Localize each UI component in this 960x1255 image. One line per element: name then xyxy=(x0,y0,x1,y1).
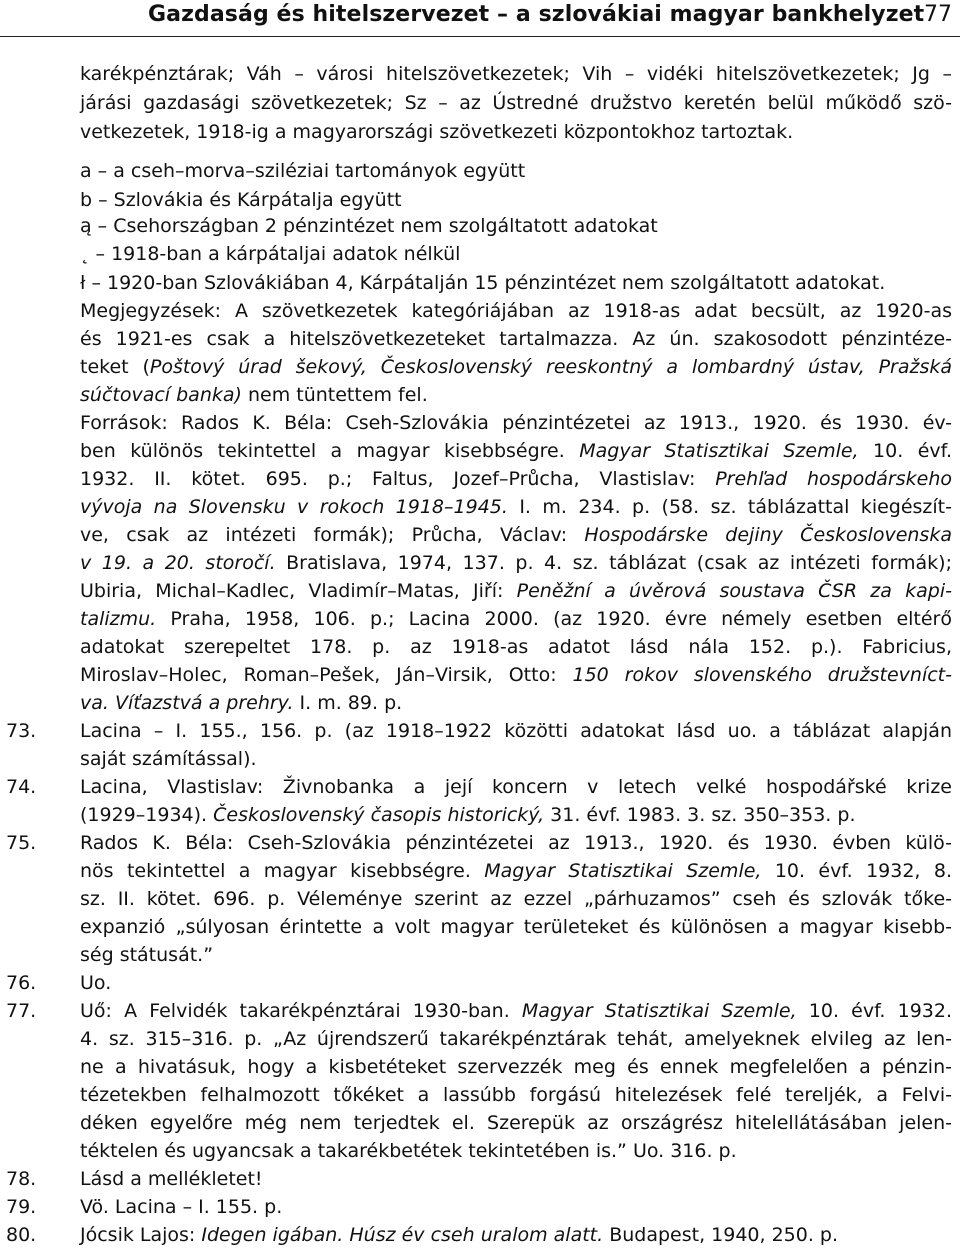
footnote-line: déken egyelőre még nem terjedtek el. Szerepük az országrész hitelellátásában jelen- xyxy=(80,1112,952,1134)
note-line: Miroslav–Holec, Roman–Pešek, Ján–Virsik, Otto: 150 rokov slovenského družstevníct- xyxy=(80,664,952,686)
note-line: és 1921-es csak a hitelszövetkezeteket tartalmazza. Az ún. szakosodott pénzintéze- xyxy=(80,328,952,350)
footnote-number: 73. xyxy=(6,720,37,742)
footnote-line: expanzió „súlyosan érintette a volt magyar területeket és különösen a magyar kisebb- xyxy=(80,916,952,938)
footnote-line: sz. II. kötet. 696. p. Véleménye szerint az ezzel „párhuzamos” cseh és szlovák tőke- xyxy=(80,888,952,910)
footnote-line: Vö. Lacina – I. 155. p. xyxy=(80,1196,283,1218)
note-line: ben különös tekintettel a magyar kisebbségre. Magyar Statisztikai Szemle, 10. évf. xyxy=(80,440,952,462)
running-header xyxy=(0,0,960,38)
footnote-line: saját számítással). xyxy=(80,748,257,770)
footnote-line: ne a hivatásuk, hogy a kisbetéteket szervezzék meg és ennek megfelelően a pénzin- xyxy=(80,1056,952,1078)
footnote-line: Lacina – I. 155., 156. p. (az 1918–1922 közötti adatokat lásd uo. a táblázat alapján xyxy=(80,720,952,742)
footnote-line: tézetekben felhalmozott tőkéket a lassúbb forgású hitelezések felé tereljék, a Felvi- xyxy=(80,1084,952,1106)
note-line: Források: Rados K. Béla: Cseh-Szlovákia pénzintézetei az 1913., 1920. és 1930. év- xyxy=(80,412,952,434)
note-line: va. Víťazstvá a prehry. I. m. 89. p. xyxy=(80,692,403,714)
note-line: b – Szlovákia és Kárpátalja együtt xyxy=(80,189,402,211)
footnote-line: ség státusát.” xyxy=(80,944,214,966)
footnote-number: 79. xyxy=(6,1196,37,1218)
footnote-line: nös tekintettel a magyar kisebbségre. Magyar Statisztikai Szemle, 10. évf. 1932, 8. xyxy=(80,860,952,882)
running-title: Gazdaság és hitelszervezet – a szlovákiai magyar bankhelyzet xyxy=(148,2,925,27)
note-line: ve, csak az intézeti formák); Průcha, Václav: Hospodárske dejiny Československa xyxy=(80,524,952,546)
note-line: v 19. a 20. storočí. Bratislava, 1974, 137. p. 4. sz. táblázat (csak az intézeti formák); xyxy=(80,552,952,574)
header-divider xyxy=(0,36,960,37)
footnote-number: 78. xyxy=(6,1168,37,1190)
footnote-line: Jócsik Lajos: Idegen igában. Húsz év cseh uralom alatt. Budapest, 1940, 250. p. xyxy=(80,1224,839,1246)
note-line: adatokat szerepeltet 178. p. az 1918-as adatot lásd nála 152. p.). Fabricius, xyxy=(80,636,952,658)
footnote-line: 4. sz. 315–316. p. „Az újrendszerű takarékpénztárak tehát, amelyeknek elvileg az len- xyxy=(80,1028,952,1050)
footnote-line: (1929–1934). Československý časopis historický, 31. évf. 1983. 3. sz. 350–353. p. xyxy=(80,804,856,826)
note-line: vývoja na Slovensku v rokoch 1918–1945. I. m. 234. p. (58. sz. táblázattal kiegészít- xyxy=(80,496,952,518)
footnote-line: Rados K. Béla: Cseh-Szlovákia pénzintézetei az 1913., 1920. és 1930. évben külö- xyxy=(80,832,952,854)
footnote-number: 77. xyxy=(6,1000,37,1022)
note-line: vetkezetek, 1918-ig a magyarországi szövetkezeti központokhoz tartoztak. xyxy=(80,121,794,143)
note-line: a – a cseh–morva–sziléziai tartományok együtt xyxy=(80,160,526,182)
footnote-line: Lásd a mellékletet! xyxy=(80,1168,263,1190)
footnote-line: Uő: A Felvidék takarékpénztárai 1930-ban. Magyar Statisztikai Szemle, 10. évf. 1932. xyxy=(80,1000,952,1022)
footnote-number: 76. xyxy=(6,972,37,994)
footnote-number: 74. xyxy=(6,776,37,798)
footnote-line: Lacina, Vlastislav: Živnobanka a její koncern v letech velké hospodářské krize xyxy=(80,776,952,798)
note-line: ˛ – 1918-ban a kárpátaljai adatok nélkül xyxy=(80,243,461,265)
footnote-number: 75. xyxy=(6,832,37,854)
note-line: 1932. II. kötet. 695. p.; Faltus, Jozef–Průcha, Vlastislav: Prehľad hospodárskeho xyxy=(80,468,952,490)
note-line: Megjegyzések: A szövetkezetek kategóriájában az 1918-as adat becsült, az 1920-as xyxy=(80,300,952,322)
note-line: teket (Poštový úrad šekový, Československý reeskontný a lombardný ústav, Pražská xyxy=(80,356,953,378)
note-line: ł – 1920-ban Szlovákiában 4, Kárpátalján 15 pénzintézet nem szolgáltatott adatokat. xyxy=(80,272,886,294)
note-line: karékpénztárak; Váh – városi hitelszövetkezetek; Vih – vidéki hitelszövetkezetek; Jg – xyxy=(80,63,952,85)
footnote-line: téktelen és ugyancsak a takarékbetétek tekintetében is.” Uo. 316. p. xyxy=(80,1140,737,1162)
note-line: ą – Csehországban 2 pénzintézet nem szolgáltatott adatokat xyxy=(80,215,658,237)
footnote-number: 80. xyxy=(6,1224,37,1246)
page-number: 77 xyxy=(924,2,952,27)
note-line: járási gazdasági szövetkezetek; Sz – az Ústredné družstvo keretén belül működő szö- xyxy=(80,92,952,114)
note-line: Ubiria, Michal–Kadlec, Vladimír–Matas, Jiří: Peněžní a úvěrová soustava ČSR za kapi- xyxy=(80,580,953,602)
italic-title: Poštový úrad šekový, Československý reeskontný a lombardný ústav, Pražská xyxy=(149,356,953,378)
footnote-line: Uo. xyxy=(80,972,112,994)
note-line: súčtovací banka) nem tüntettem fel. xyxy=(80,384,428,406)
note-line: talizmu. Praha, 1958, 106. p.; Lacina 2000. (az 1920. évre némely esetben eltérő xyxy=(80,608,952,630)
